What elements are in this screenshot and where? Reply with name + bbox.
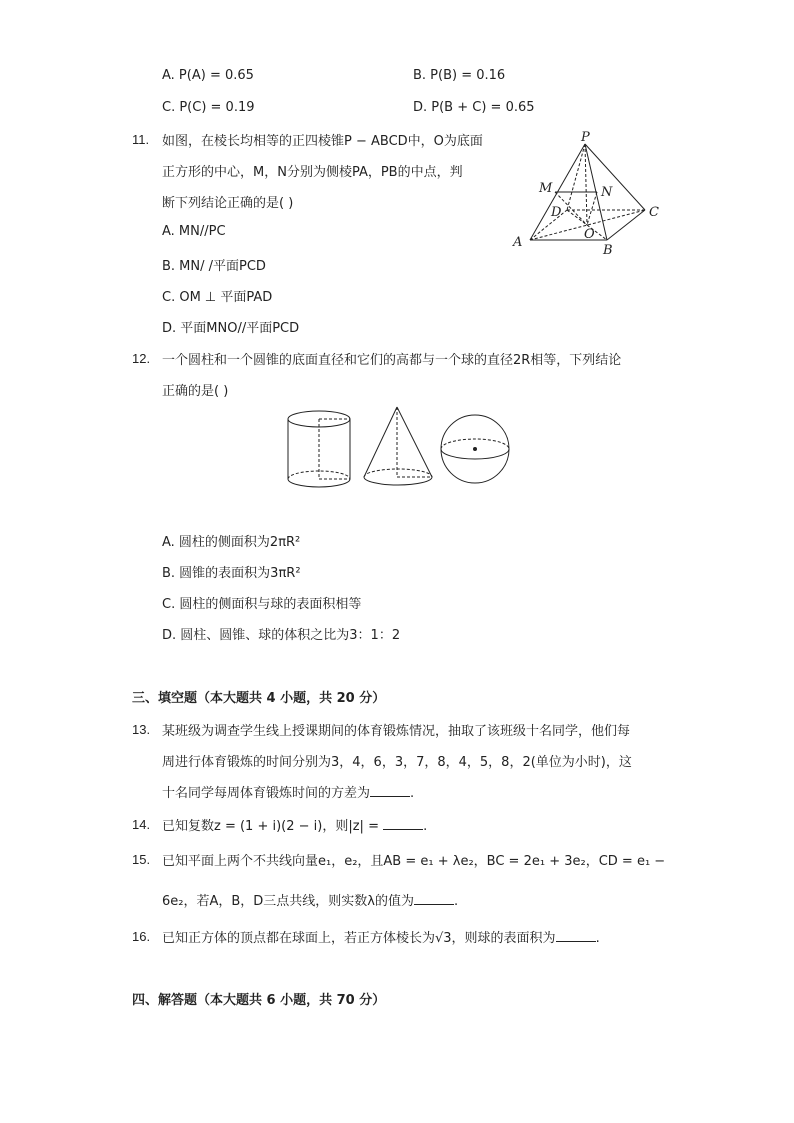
q12-number: 12.	[132, 351, 151, 366]
q13-number: 13.	[132, 722, 151, 737]
q11-stem-line3: 断下列结论正确的是( )	[162, 196, 294, 211]
q10-option-d: D. P(B + C) = 0.65	[413, 100, 535, 115]
q16-number: 16.	[132, 929, 151, 944]
q12-option-b: B. 圆锥的表面积为3πR²	[162, 566, 301, 581]
q13-line3-text: 十名同学每周体育锻炼时间的方差为	[162, 786, 371, 801]
q12-option-a: A. 圆柱的侧面积为2πR²	[162, 535, 301, 550]
q11-option-d: D. 平面MNO//平面PCD	[162, 321, 300, 336]
q15-line2	[162, 890, 458, 909]
q14-period: .	[423, 819, 428, 834]
solids-figure	[280, 405, 515, 493]
label-m: M	[539, 181, 553, 196]
q13-answer-blank[interactable]	[370, 784, 410, 797]
q12-option-c: C. 圆柱的侧面积与球的表面积相等	[162, 597, 362, 612]
q16-text: 已知正方体的顶点都在球面上，若正方体棱长为√3，则球的表面积为	[162, 931, 556, 946]
label-d: D	[551, 205, 562, 220]
cone-shape	[364, 407, 432, 485]
q11-stem-line1: 如图，在棱长均相等的正四棱锥P − ABCD中，O为底面	[162, 134, 483, 149]
q11-number: 11.	[132, 132, 150, 147]
q12-option-d: D. 圆柱、圆锥、球的体积之比为3：1：2	[162, 628, 401, 643]
q16-period: .	[595, 931, 600, 946]
q10-option-a: A. P(A) = 0.65	[162, 68, 254, 83]
pyramid-figure	[505, 128, 675, 258]
q15-line1: 已知平面上两个不共线向量e₁，e₂，且AB = e₁ + λe₂，BC = 2e₁ + 3e₂，CD = e₁ −	[162, 854, 666, 869]
q13-line3	[162, 782, 414, 801]
q11-option-a: A. MN//PC	[162, 224, 226, 239]
q16-line	[162, 927, 600, 946]
q12-stem-line1: 一个圆柱和一个圆锥的底面直径和它们的高都与一个球的直径2R相等，下列结论	[162, 353, 622, 368]
label-o: O	[584, 227, 595, 242]
label-a: A	[513, 235, 523, 250]
q13-line1: 某班级为调查学生线上授课期间的体育锻炼情况，抽取了该班级十名同学，他们每	[162, 724, 631, 739]
q13-line2: 周进行体育锻炼的时间分别为3，4，6，3，7，8，4，5，8，2(单位为小时)，这	[162, 755, 632, 770]
q14-text: 已知复数z = (1 + i)(2 − i)，则|z| =	[162, 819, 379, 834]
q13-period: .	[410, 786, 415, 801]
q15-answer-blank[interactable]	[414, 892, 454, 905]
section-heading-solutions: 四、解答题（本大题共 6 小题，共 70 分）	[132, 993, 386, 1008]
q12-stem-line2: 正确的是( )	[162, 384, 229, 399]
q15-number: 15.	[132, 852, 151, 867]
label-b: B	[603, 243, 613, 258]
cylinder-shape	[288, 411, 350, 487]
label-p: P	[581, 130, 590, 145]
sphere-shape	[441, 415, 509, 483]
q14-number: 14.	[132, 817, 151, 832]
label-c: C	[649, 205, 659, 220]
section-heading-fill-blank: 三、填空题（本大题共 4 小题，共 20 分）	[132, 691, 386, 706]
q11-stem-line2: 正方形的中心，M，N分别为侧棱PA，PB的中点，判	[162, 165, 463, 180]
q11-option-b: B. MN/ /平面PCD	[162, 259, 266, 274]
q10-option-c: C. P(C) = 0.19	[162, 100, 255, 115]
q10-option-b: B. P(B) = 0.16	[413, 68, 506, 83]
q16-answer-blank[interactable]	[556, 929, 596, 942]
q15-period: .	[454, 894, 459, 909]
label-n: N	[601, 185, 613, 200]
q14-answer-blank[interactable]	[383, 817, 423, 830]
q15-line2-text: 6e₂，若A，B，D三点共线，则实数λ的值为	[162, 894, 414, 909]
q14-line	[162, 815, 427, 834]
q11-option-c: C. OM ⊥ 平面PAD	[162, 290, 273, 305]
